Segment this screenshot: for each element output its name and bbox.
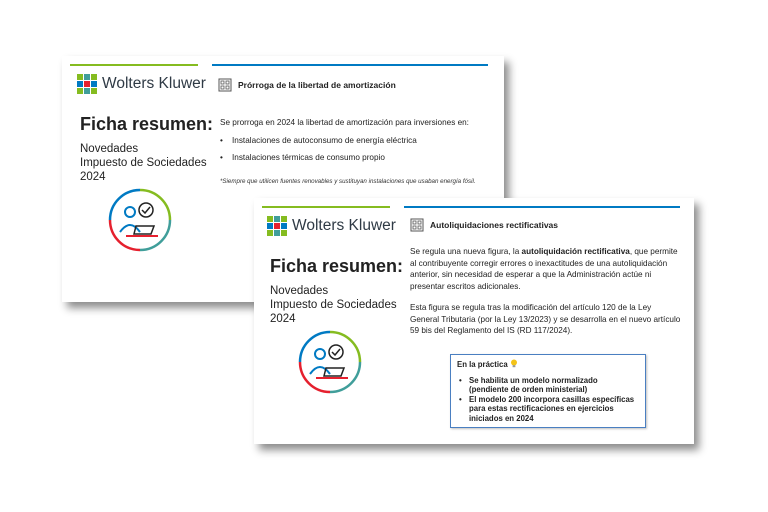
subtitle-line: 2024 (80, 171, 106, 183)
lightbulb-icon (510, 359, 518, 368)
subtitle-line: 2024 (270, 313, 296, 325)
wolters-kluwer-logo (266, 215, 396, 237)
person-laptop-emblem-icon (296, 328, 364, 396)
section-title: Prórroga de la libertad de amortización (238, 80, 396, 90)
bold-term: autoliquidación rectificativa (521, 247, 630, 256)
text-run: , que permite al contribuyente corregir errores o inexactitudes de una autoliquidación anterior, sin necesidad de esperar a que la Administración actúe ni presentar escritos adicionales. (410, 247, 678, 291)
footnote: *Siempre que utilicen fuentes renovables y sustituyan instalaciones que usaban energía fósil. (220, 178, 476, 185)
wolters-kluwer-logo-icon (76, 73, 98, 95)
document-grid-icon (410, 218, 424, 232)
practice-list (457, 376, 639, 424)
section-header (410, 218, 558, 232)
slide-body (220, 117, 490, 164)
paragraph-rectificativa (410, 246, 682, 292)
list-item: • Instalaciones de autoconsumo de energía eléctrica (220, 135, 490, 147)
subtitle-line: Impuesto de Sociedades (80, 157, 207, 169)
section-header (218, 78, 396, 92)
subtitle-line: Novedades (80, 143, 139, 155)
wolters-kluwer-logo-icon (266, 215, 288, 237)
section-title: Autoliquidaciones rectificativas (430, 220, 559, 230)
subtitle-line: Impuesto de Sociedades (270, 299, 397, 311)
document-grid-icon (218, 78, 232, 92)
page-title: Ficha resumen: (80, 114, 214, 134)
list-item: • El modelo 200 incorpora casillas específicas para estas rectificaciones en ejercicios iniciados en 2024 (457, 395, 639, 424)
list-item: • Se habilita un modelo normalizado (pendiente de orden ministerial) (457, 376, 639, 395)
person-laptop-emblem-icon (106, 186, 174, 254)
text-run: Se regula una nueva figura, la (410, 247, 522, 256)
brand-name: Wolters Kluwer (292, 217, 396, 234)
intro-text: Se prorroga en 2024 la libertad de amortización para inversiones en: (220, 118, 469, 127)
slide-body (410, 246, 682, 337)
practice-title: En la práctica (457, 360, 508, 369)
summary-slide-rectifications (254, 198, 694, 444)
practice-box (450, 354, 646, 428)
green-rule (262, 206, 390, 208)
bullet-list (220, 135, 490, 164)
wolters-kluwer-logo (76, 73, 206, 95)
blue-rule (212, 64, 488, 66)
page-title: Ficha resumen: (270, 256, 404, 276)
list-item: • Instalaciones térmicas de consumo propio (220, 152, 490, 164)
subtitle (270, 284, 397, 326)
green-rule (70, 64, 198, 66)
subtitle (80, 142, 207, 184)
subtitle-line: Novedades (270, 285, 329, 297)
practice-title-row (457, 359, 639, 370)
blue-rule (404, 206, 680, 208)
brand-name: Wolters Kluwer (102, 75, 206, 92)
paragraph-legal-basis: Esta figura se regula tras la modificación del artículo 120 de la Ley General Tributaria (por la Ley 13/2023) y se desarrolla en el nuevo artículo 59 bis del Reglamento del IS (RD 117/2024). (410, 303, 681, 335)
